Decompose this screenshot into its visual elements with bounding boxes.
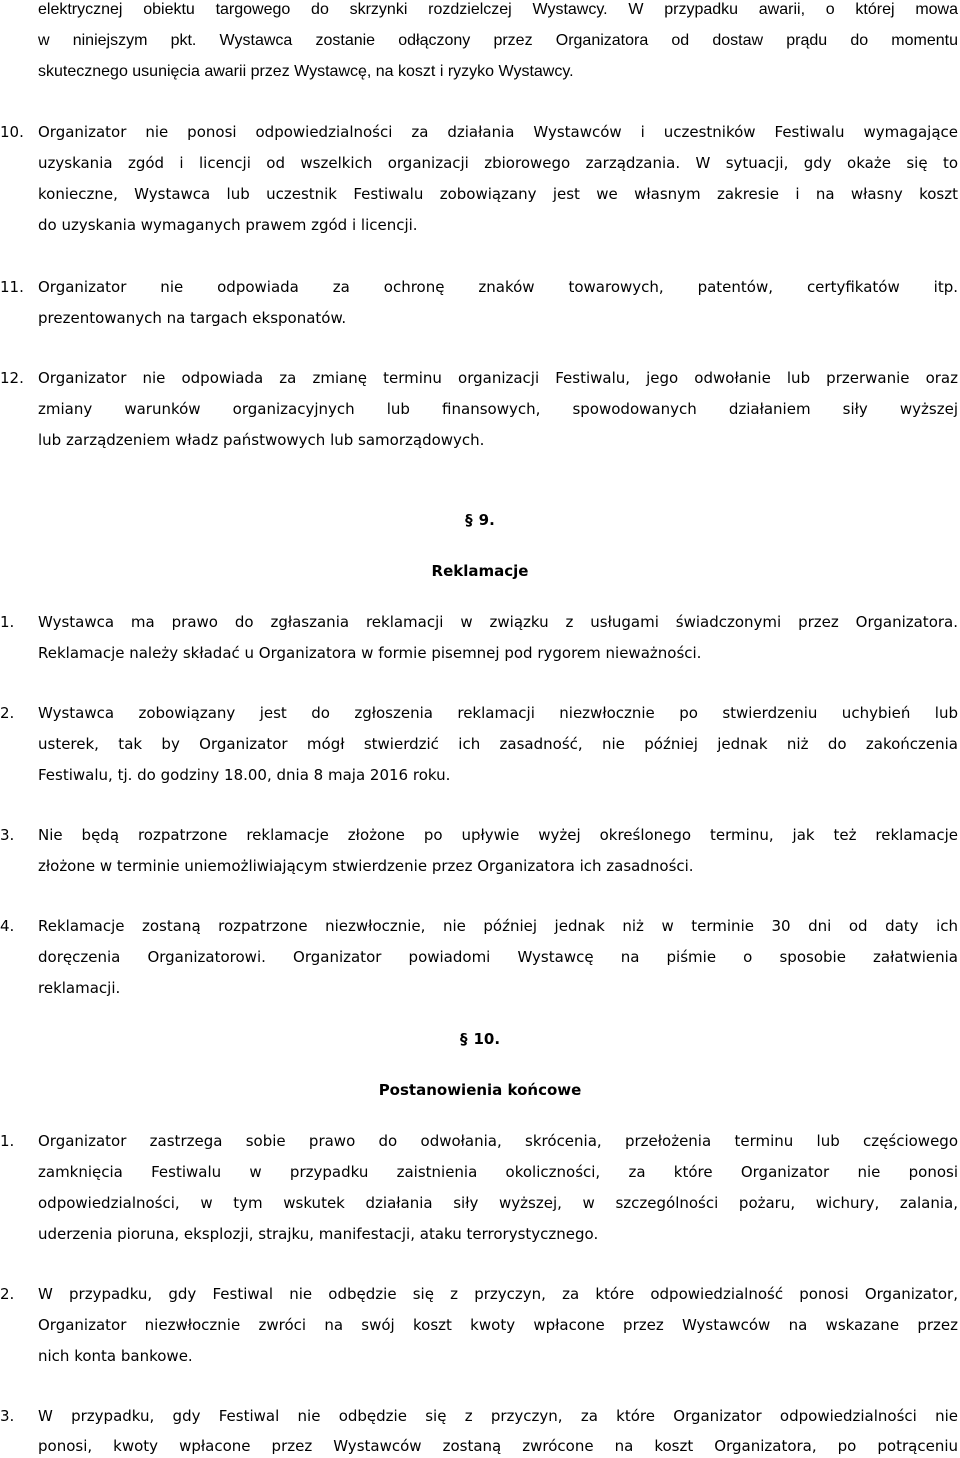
text-line: do uzyskania wymaganych prawem zgód i licencji. (38, 216, 418, 234)
section-number-heading (0, 508, 960, 532)
text-line: Organizator nie odpowiada za ochronę znaków towarowych, patentów, certyfikatów itp. (38, 278, 958, 296)
item-number: 2. (0, 704, 15, 722)
text-line: usterek, tak by Organizator mógł stwierdzić ich zasadność, nie później jednak niż do zakończenia (38, 735, 958, 753)
text-line: w niniejszym pkt. Wystawca zostanie odłączony przez Organizatora od dostaw prądu do momentu (38, 32, 958, 49)
text-line: uzyskania zgód i licencji od wszelkich organizacji zbiorowego zarządzania. W sytuacji, gdy okaże się to (38, 154, 958, 172)
text-line: Festiwalu, tj. do godziny 18.00, dnia 8 maja 2016 roku. (38, 766, 451, 784)
section-title: Postanowienia końcowe (378, 1081, 582, 1099)
text-line: Organizator zastrzega sobie prawo do odwołania, skrócenia, przełożenia terminu lub częściowego (38, 1132, 958, 1150)
text-line: prezentowanych na targach eksponatów. (38, 309, 347, 327)
text-line: uderzenia pioruna, eksplozji, strajku, manifestacji, ataku terrorystycznego. (38, 1225, 599, 1243)
item-number: 3. (0, 826, 15, 844)
text-line: konieczne, Wystawca lub uczestnik Festiwalu zobowiązany jest we własnym zakresie i na własny koszt (38, 185, 958, 203)
text-line: zmiany warunków organizacyjnych lub finansowych, spowodowanych działaniem siły wyższej (38, 400, 958, 418)
text-line: Nie będą rozpatrzone reklamacje złożone po upływie wyżej określonego terminu, jak też reklamacje (38, 826, 958, 844)
text-line: Wystawca zobowiązany jest do zgłoszenia reklamacji niezwłocznie po stwierdzeniu uchybień lub (38, 704, 958, 722)
text-line: nich konta bankowe. (38, 1347, 193, 1365)
text-line: odpowiedzialności, w tym wskutek działania siły wyższej, w szczególności pożaru, wichury, zalania, (38, 1194, 958, 1212)
text-line: doręczenia Organizatorowi. Organizator powiadomi Wystawcę na piśmie o sposobie załatwienia (38, 948, 958, 966)
text-line: Reklamacje zostaną rozpatrzone niezwłocznie, nie później jednak niż w terminie 30 dni od daty ich (38, 917, 958, 935)
text-line: elektrycznej obiektu targowego do skrzynki rozdzielczej Wystawcy. W przypadku awarii, o której mowa (38, 1, 958, 18)
text-line: zamknięcia Festiwalu w przypadku zaistnienia okoliczności, za które Organizator nie ponosi (38, 1163, 958, 1181)
text-line: Wystawca ma prawo do zgłaszania reklamacji w związku z usługami świadczonymi przez Organizatora. (38, 613, 958, 631)
text-line: Organizator nie ponosi odpowiedzialności za działania Wystawców i uczestników Festiwalu wymagające (38, 123, 958, 141)
section-number-heading (0, 1027, 960, 1051)
section-number: 10. (473, 1030, 501, 1048)
section-mark: § (459, 1030, 468, 1048)
text-line: lub zarządzeniem władz państwowych lub samorządowych. (38, 431, 485, 449)
item-number: 4. (0, 917, 15, 935)
text-line: W przypadku, gdy Festiwal nie odbędzie się z przyczyn, za które odpowiedzialność ponosi Organizator, (38, 1285, 958, 1303)
text-line: Reklamacje należy składać u Organizatora w formie pisemnej pod rygorem nieważności. (38, 644, 702, 662)
item-number: 1. (0, 1132, 15, 1150)
text-line: W przypadku, gdy Festiwal nie odbędzie się z przyczyn, za które Organizator odpowiedzialności nie (38, 1407, 958, 1425)
text-line: złożone w terminie uniemożliwiającym stwierdzenie przez Organizatora ich zasadności. (38, 857, 694, 875)
item-number: 12. (0, 369, 24, 387)
text-line: Organizator niezwłocznie zwróci na swój koszt kwoty wpłacone przez Wystawców na wskazane przez (38, 1316, 958, 1334)
item-number: 2. (0, 1285, 15, 1303)
item-number: 10. (0, 123, 24, 141)
text-line: skutecznego usunięcia awarii przez Wystawcę, na koszt i ryzyko Wystawcy. (38, 63, 574, 80)
item-number: 1. (0, 613, 15, 631)
text-line: Organizator nie odpowiada za zmianę terminu organizacji Festiwalu, jego odwołanie lub przerwanie oraz (38, 369, 958, 387)
section-mark: § (465, 511, 473, 529)
text-line: reklamacji. (38, 979, 121, 997)
text-line: ponosi, kwoty wpłacone przez Wystawców zostaną zwrócone na koszt Organizatora, po potrąceniu (38, 1437, 958, 1455)
item-number: 11. (0, 278, 24, 296)
section-title: Reklamacje (431, 562, 529, 580)
section-number: 9. (478, 511, 495, 529)
item-number: 3. (0, 1407, 15, 1425)
